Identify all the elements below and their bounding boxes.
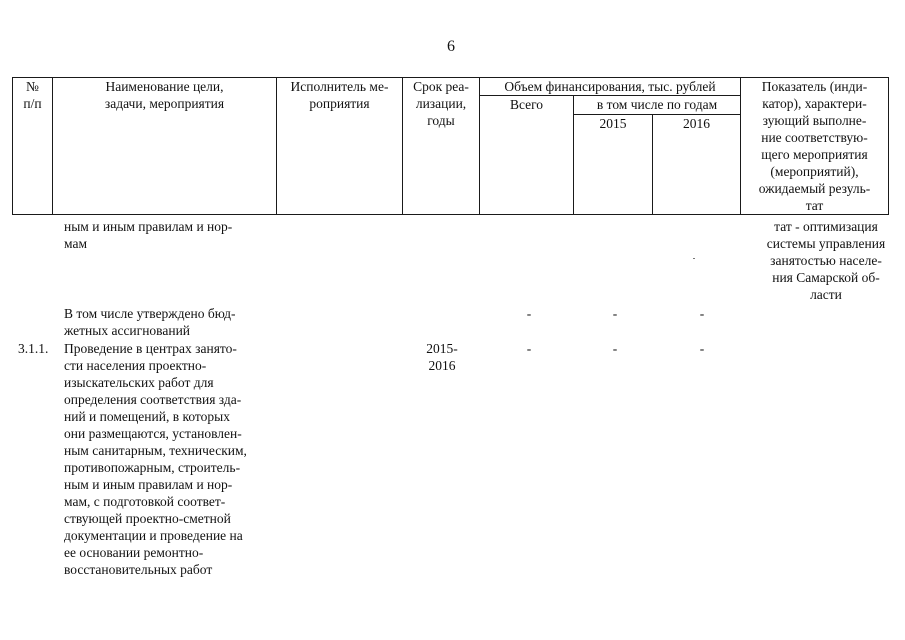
header-col-term: Срок реа- лизации, годы	[403, 78, 480, 215]
header-col-year-2015: 2015	[574, 115, 653, 215]
header-col-executor: Исполнитель ме- роприятия	[277, 78, 403, 215]
header-col-name: Наименование цели, задачи, мероприятия	[53, 78, 277, 215]
row-3-1-1-name: Проведение в центрах занято- сти населения проектно- изыскательских работ для определения соответствия зда- ний и помещений, в которых они размещаются, установлен- ным санитарным, техническим, противопожарным, строитель- ным и иным правилам и нор- мам, с подготовкой соответ- ствующей проектно-сметной документации и проведение на ее основании ремонтно- восстановительных работ	[64, 341, 247, 577]
scan-speck	[693, 258, 695, 259]
header-col-year-2016: 2016	[653, 115, 741, 215]
row-3-1-1-2016: -	[699, 341, 705, 356]
row-budget-2016: -	[699, 306, 705, 321]
page-number: 6	[447, 38, 455, 55]
row-budget-2015: -	[612, 306, 618, 321]
continuation-name-text: ным и иным правилам и нор- мам	[64, 219, 233, 251]
header-table	[12, 77, 889, 215]
continuation-indicator-text: тат - оптимизация системы управления занятостью населе- ния Самарской об- ласти	[766, 219, 886, 302]
header-col-by-years: в том числе по годам	[574, 96, 741, 115]
row-3-1-1-number: 3.1.1.	[18, 341, 49, 356]
header-col-indicator: Показатель (инди- катор), характери- зующий выполне- ние соответствую- щего мероприятия (мероприятий), ожидаемый резуль- тат	[741, 78, 889, 215]
row-3-1-1-total: -	[526, 341, 532, 356]
header-col-number: № п/п	[13, 78, 53, 215]
row-budget-total: -	[526, 306, 532, 321]
row-3-1-1-term: 2015- 2016	[426, 341, 458, 373]
row-budget-name: В том числе утверждено бюд- жетных ассигнований	[64, 306, 236, 338]
row-3-1-1-2015: -	[612, 341, 618, 356]
header-col-total: Всего	[480, 96, 574, 215]
header-col-funding: Объем финансирования, тыс. рублей	[480, 78, 741, 96]
